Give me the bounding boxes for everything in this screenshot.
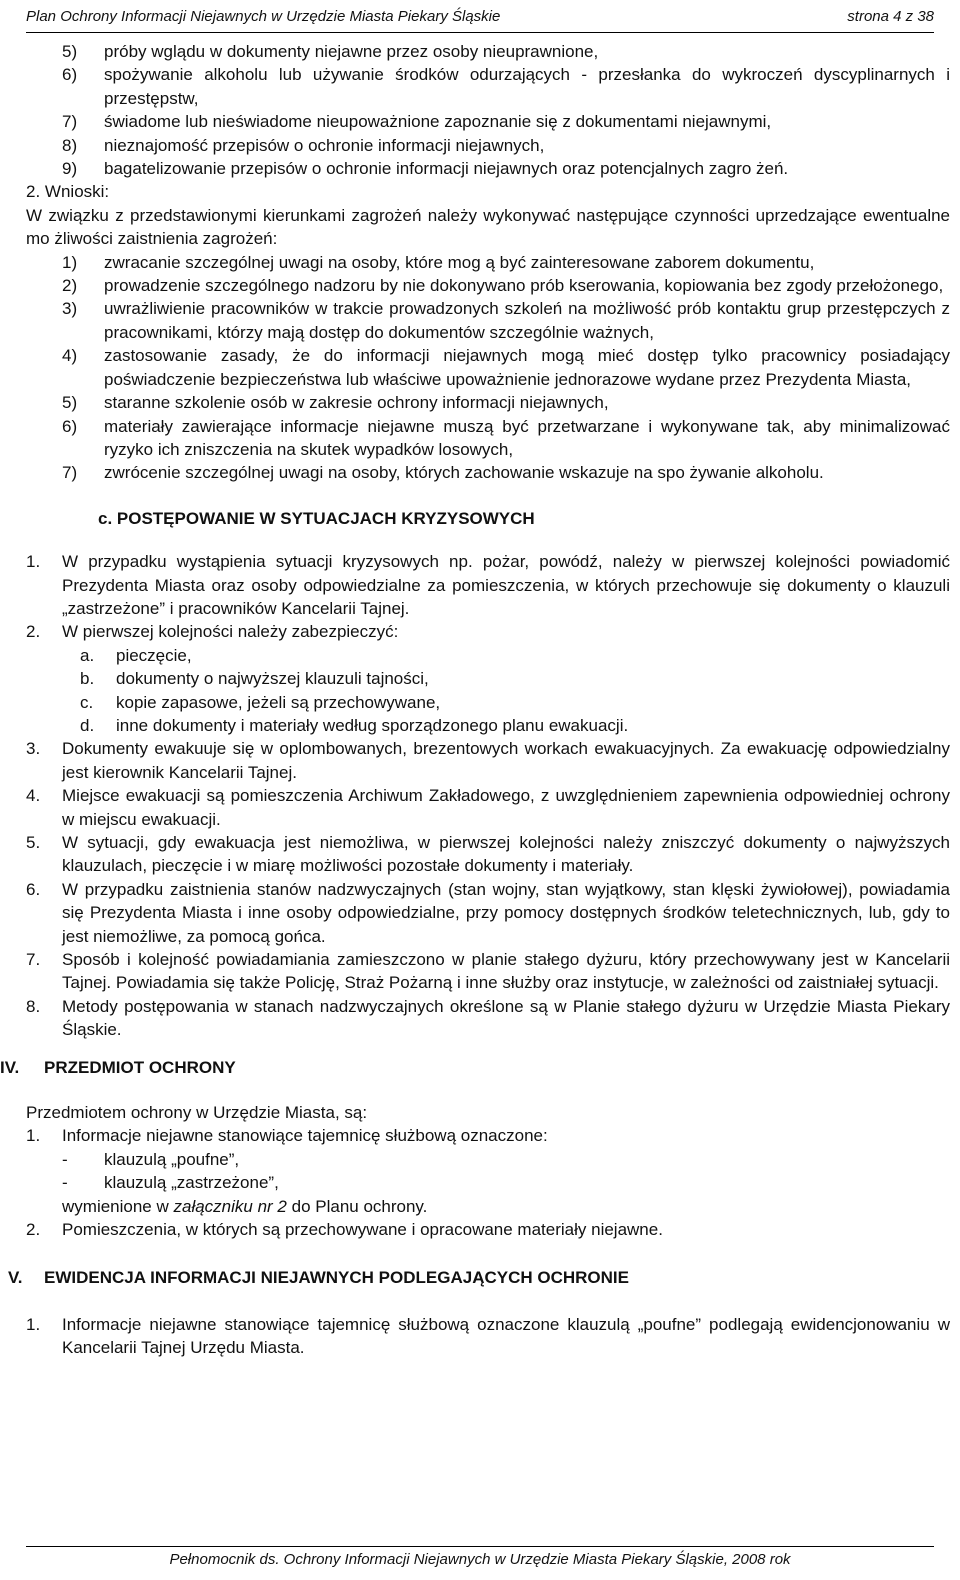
list-item: 5) próby wglądu w dokumenty niejawne przez osoby nieuprawnione, — [62, 42, 599, 61]
list-item: 6) materiały zawierające informacje niejawne muszą być przetwarzane i wykonywane tak, aby minimalizować ryzyko ich zniszczenia na skutek wypadków losowych, — [62, 416, 950, 459]
page-header — [26, 4, 934, 33]
conclusions-list — [26, 251, 950, 485]
list-item: 2. W pierwszej kolejności należy zabezpieczyć: — [26, 622, 399, 642]
list-item: 6) spożywanie alkoholu lub używanie środków odurzających - przesłanka do wykroczeń dyscyplinarnych i przestępstw, — [62, 65, 950, 108]
list-item: 9) bagatelizowanie przepisów o ochronie informacji niejawnych oraz potencjalnych zagro żeń. — [62, 159, 789, 179]
list-item: 8) nieznajomość przepisów o ochronie informacji niejawnych, — [62, 135, 545, 155]
list-item: 1. Informacje niejawne stanowiące tajemnicę służbową oznaczone: — [26, 1126, 548, 1146]
list-item: 4. Miejsce ewakuacji są pomieszczenia Archiwum Zakładowego, z uwzględnieniem zapewnienia odpowiedniej ochrony w miejscu ewakuacji. — [26, 786, 950, 829]
list-item: 2) prowadzenie szczególnego nadzoru by nie dokonywano prób kserowania, kopiowania bez zgody przełożonego, — [62, 276, 944, 296]
list-item: 4) zastosowanie zasady, że do informacji niejawnych mogą mieć dostęp tylko pracownicy posiadający poświadczenie bezpieczeństwa lub właściwe upoważnienie jednorazowe wydane przez Prezydenta Miasta, — [62, 346, 950, 389]
list-item: 5. W sytuacji, gdy ewakuacja jest niemożliwa, w pierwszej kolejności należy zniszczyć dokumenty o najwyższych klauzulach, pieczęcie i w miarę możliwości pozostałe dokumenty i materiały. — [26, 833, 950, 876]
list-item: c. kopie zapasowe, jeżeli są przechowywane, — [80, 692, 441, 712]
list-item: 8. Metody postępowania w stanach nadzwyczajnych określone są w Planie stałego dyżuru w Urzędzie Miasta Piekary Śląskie. — [26, 996, 950, 1040]
section-iv-intro: Przedmiotem ochrony w Urzędzie Miasta, są: — [26, 1103, 368, 1123]
list-item: 3. Dokumenty ewakuuje się w oplombowanych, brezentowych workach ewakuacyjnych. Za ewakuację odpowiedzialny jest kierownik Kancelarii Tajnej. — [26, 739, 950, 782]
section-c-heading: c. POSTĘPOWANIE W SYTUACJACH KRYZYSOWYCH — [98, 508, 535, 528]
list-item: 7) zwrócenie szczególnej uwagi na osoby, których zachowanie wskazuje na spo żywanie alkoholu. — [62, 463, 824, 483]
dash-list — [26, 1148, 950, 1195]
header-title: Plan Ochrony Informacji Niejawnych w Urzędzie Miasta Piekary Śląskie — [26, 8, 501, 25]
list-item: d. inne dokumenty i materiały według sporządzonego planu ewakuacji. — [80, 715, 629, 735]
page-footer: Pełnomocnik ds. Ochrony Informacji Niejawnych w Urzędzie Miasta Piekary Śląskie, 2008 rok — [26, 1546, 934, 1568]
conclusions-intro: W związku z przedstawionymi kierunkami zagrożeń należy wykonywać następujące czynności uprzedzające ewentualne mo żliwości zaistnienia zagrożeń: — [26, 205, 950, 249]
conclusions-heading: 2. Wnioski: — [26, 182, 110, 202]
list-item: 7) świadome lub nieświadome nieupoważnione zapoznanie się z dokumentami niejawnymi, — [62, 112, 772, 132]
page-content — [0, 40, 950, 1360]
section-v-heading: V. EWIDENCJA INFORMACJI NIEJAWNYCH PODLEGAJĄCYCH OCHRONIE — [8, 1267, 629, 1287]
list-item: - klauzulą „poufne”, — [62, 1149, 240, 1169]
list-item: 2. Pomieszczenia, w których są przechowywane i opracowane materiały niejawne. — [26, 1220, 663, 1240]
list-item: a. pieczęcie, — [80, 645, 192, 665]
list-item: 1. Informacje niejawne stanowiące tajemnicę służbową oznaczone klauzulą „poufne” podlegają ewidencjonowaniu w Kancelarii Tajnej Urzędu Miasta. — [26, 1314, 950, 1358]
page-number: strona 4 z 38 — [847, 8, 934, 25]
list-item: 5) staranne szkolenie osób w zakresie ochrony informacji niejawnych, — [62, 393, 609, 413]
section-iv-heading: IV. PRZEDMIOT OCHRONY — [0, 1057, 236, 1077]
section-c-list — [26, 550, 950, 1042]
list-item: 1. W przypadku wystąpienia sytuacji kryzysowych np. pożar, powódź, należy w pierwszej kolejności powiadomić Prezydenta Miasta oraz osoby odpowiedzialne za pomieszczenia, w których przechowuje się dokumenty o klauzuli „zastrzeżone” i pracowników Kancelarii Tajnej. — [26, 552, 950, 618]
threats-list — [26, 40, 950, 180]
list-item: 7. Sposób i kolejność powiadamiania zamieszczono w planie stałego dyżuru, który przechowywany jest w Kancelarii Tajnej. Powiadamia się także Policję, Straż Pożarną i inne służby oraz instytucje, w zależności od zaistniałej sytuacji. — [26, 950, 950, 993]
list-item: - klauzulą „zastrzeżone”, — [62, 1173, 279, 1193]
list-item: 1) zwracanie szczególnej uwagi na osoby, które mog ą być zainteresowane zaborem dokumentu, — [62, 252, 815, 272]
annex-mention: wymienione w załączniku nr 2 do Planu ochrony. — [62, 1196, 428, 1216]
list-item: 3) uwrażliwienie pracowników w trakcie prowadzonych szkoleń na możliwość prób kontaktu grup przestępczych z pracownikami, którzy mają dostęp do dokumentów szczególnie ważnych, — [62, 299, 950, 342]
sublist — [26, 644, 950, 738]
list-item: 6. W przypadku zaistnienia stanów nadzwyczajnych (stan wojny, stan wyjątkowy, stan klęski żywiołowej), powiadamia się Prezydenta Miasta i inne osoby odpowiedzialne, przy pomocy dostępnych środków teletechnicznych, lub, gdy to jest niemożliwe, za pomocą gońca. — [26, 879, 950, 946]
list-item: b. dokumenty o najwyższej klauzuli tajności, — [80, 669, 429, 689]
